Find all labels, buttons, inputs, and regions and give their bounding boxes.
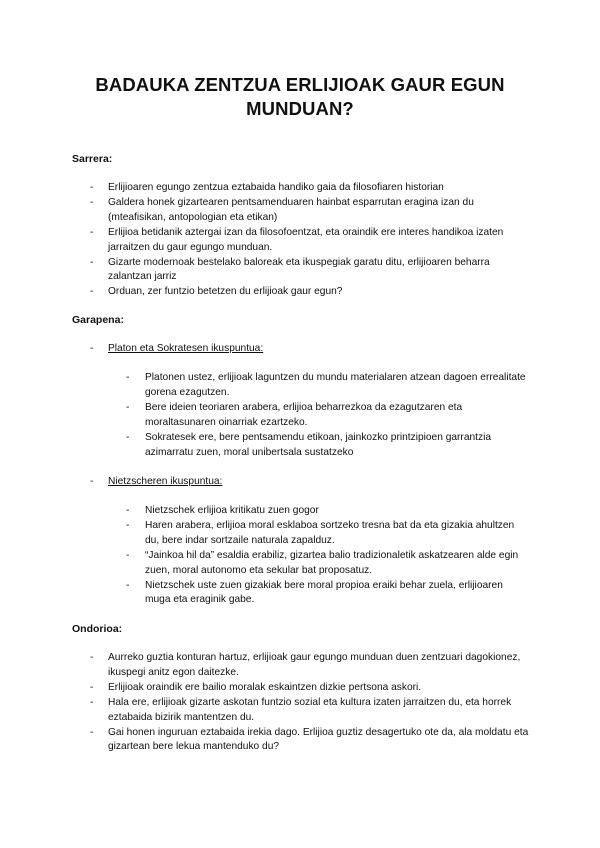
list-item: - “Jainkoa hil da” esaldia erabiliz, gizartea balio tradizionaletik askatzearen alde egin zuen, moral autonomo eta sekular bat proposatuz. xyxy=(126,549,530,579)
list-item: - Hala ere, erlijioak gizarte askotan funtzio sozial eta kultura izaten jarraitzen du, eta horrek eztabaida bizirik mantentzen du. xyxy=(90,696,530,726)
document-title: BADAUKA ZENTZUA ERLIJIOAK GAUR EGUN MUNDUAN? xyxy=(95,74,505,119)
platon-list xyxy=(126,371,530,460)
list-item: - Orduan, zer funtzio betetzen du erlijioak gaur egun? xyxy=(90,285,530,300)
list-item: - Erlijioak oraindik ere bailio moralak eskaintzen dizkie pertsona askori. xyxy=(90,681,530,696)
list-item: - Nietzschek erlijioa kritikatu zuen gogor xyxy=(126,504,530,519)
list-item: - Platonen ustez, erlijioak laguntzen du mundu materialaren atzean dagoen errealitate gorena ezagutzen. xyxy=(126,371,530,401)
list-item: - Bere ideien teoriaren arabera, erlijioa beharrezkoa da ezagutzaren eta moraltasunaren oinarriak ezartzeko. xyxy=(126,401,530,431)
intro-list xyxy=(90,181,530,300)
development-subsection-list-2 xyxy=(90,475,530,490)
list-item: - Nietzschek uste zuen gizakiak bere moral propioa eraiki behar zuela, erlijioaren muga eta eraginik gabe. xyxy=(126,579,530,609)
subsection-title: - Platon eta Sokratesen ikuspuntua: xyxy=(90,342,530,357)
section-heading-intro: Sarrera: xyxy=(72,153,113,165)
list-item: - Erlijioa betidanik aztergai izan da filosofoentzat, eta oraindik ere interes handikoa izaten jarraitzen du gaur egungo munduan. xyxy=(90,226,530,256)
development-subsection-list-1 xyxy=(90,342,530,357)
list-item: - Sokratesek ere, bere pentsamendu etikoan, jainkozko printzipioen garrantzia azimarratu zuen, moral unibertsala sustatzeko xyxy=(126,431,530,461)
section-heading-conclusion: Ondorioa: xyxy=(72,623,123,635)
conclusion-list xyxy=(90,651,530,755)
section-heading-development: Garapena: xyxy=(72,314,124,326)
list-item: - Gai honen inguruan eztabaida irekia dago. Erlijioa guztiz desagertuko ote da, ala moldatu eta gizartean bere lekua mantenduko du? xyxy=(90,726,530,756)
list-item: - Galdera honek gizartearen pentsamenduaren hainbat esparrutan eragina izan du (mteafisikan, antopologian eta etikan) xyxy=(90,196,530,226)
list-item: - Gizarte modernoak bestelako baloreak eta ikuspegiak garatu ditu, erlijioaren beharra zalantzan jarriz xyxy=(90,256,530,286)
list-item: - Erlijioaren egungo zentzua eztabaida handiko gaia da filosofiaren historian xyxy=(90,181,530,196)
subsection-title: - Nietzscheren ikuspuntua: xyxy=(90,475,530,490)
nietzsche-list xyxy=(126,504,530,608)
list-item: - Haren arabera, erlijioa moral esklaboa sortzeko tresna bat da eta gizakia ahultzen du, bere indar sortzaile naturala zapalduz. xyxy=(126,519,530,549)
list-item: - Aurreko guztia konturan hartuz, erlijioak gaur egungo munduan duen zentzuari dagokionez, ikuspegi anitz egon daitezke. xyxy=(90,651,530,681)
